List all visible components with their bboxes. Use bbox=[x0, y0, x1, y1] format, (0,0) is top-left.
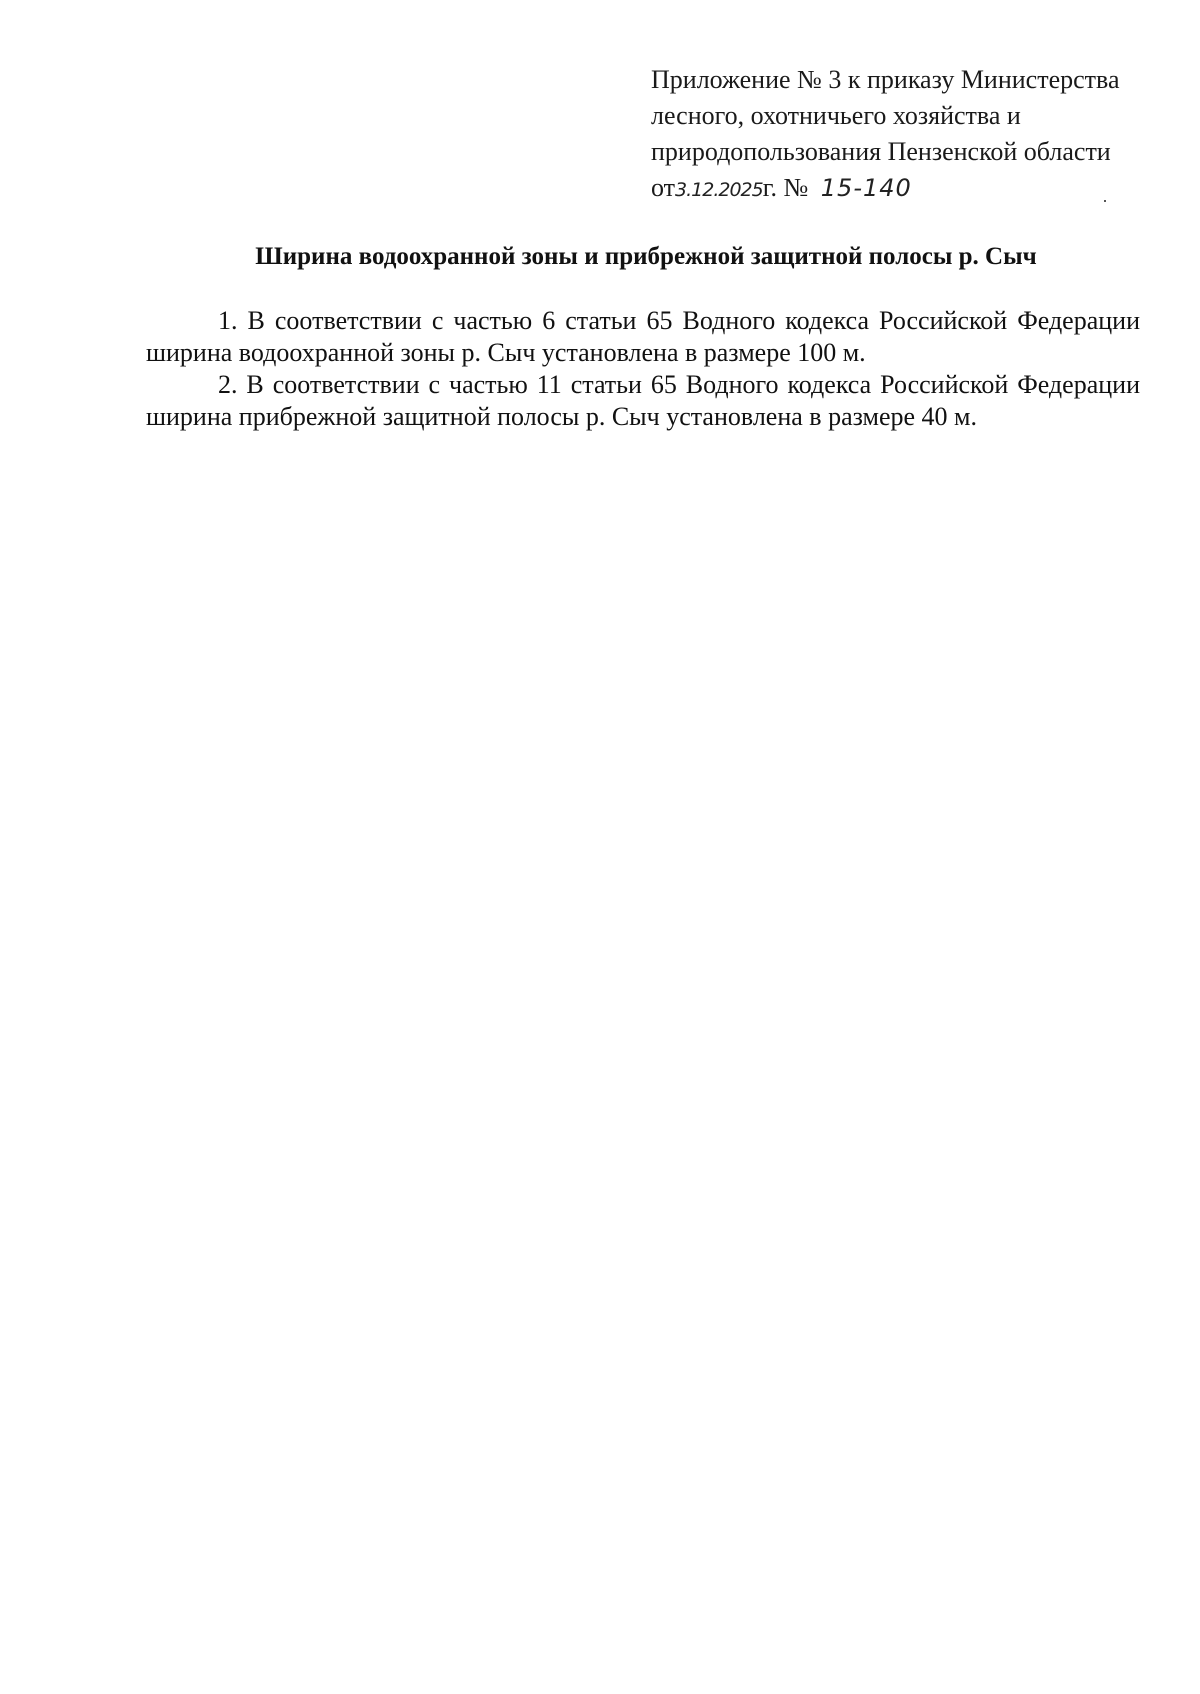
appendix-line-1: Приложение № 3 к приказу Министерства bbox=[651, 65, 1120, 94]
appendix-header bbox=[651, 62, 1171, 208]
handwritten-date: 3.12.2025 bbox=[675, 179, 763, 201]
paragraph-1: 1. В соответствии с частью 6 статьи 65 Водного кодекса Российской Федерации ширина водоохранной зоны р. Сыч установлена в размере 100 м. bbox=[146, 306, 1140, 367]
appendix-line-3: природопользования Пензенской области bbox=[651, 137, 1111, 166]
paragraph-2: 2. В соответствии с частью 11 статьи 65 Водного кодекса Российской Федерации ширина прибрежной защитной полосы р. Сыч установлена в размере 40 м. bbox=[146, 370, 1140, 431]
date-prefix: от bbox=[651, 173, 676, 202]
document-body bbox=[146, 305, 1140, 433]
appendix-date-line bbox=[651, 170, 1171, 208]
appendix-line-2: лесного, охотничьего хозяйства и bbox=[651, 101, 1021, 130]
scan-artifact-dot bbox=[1104, 200, 1106, 202]
handwritten-order-number: 15-140 bbox=[820, 174, 912, 202]
year-number-label: г. № bbox=[762, 173, 809, 202]
document-title: Ширина водоохранной зоны и прибрежной защитной полосы р. Сыч bbox=[255, 243, 1037, 270]
